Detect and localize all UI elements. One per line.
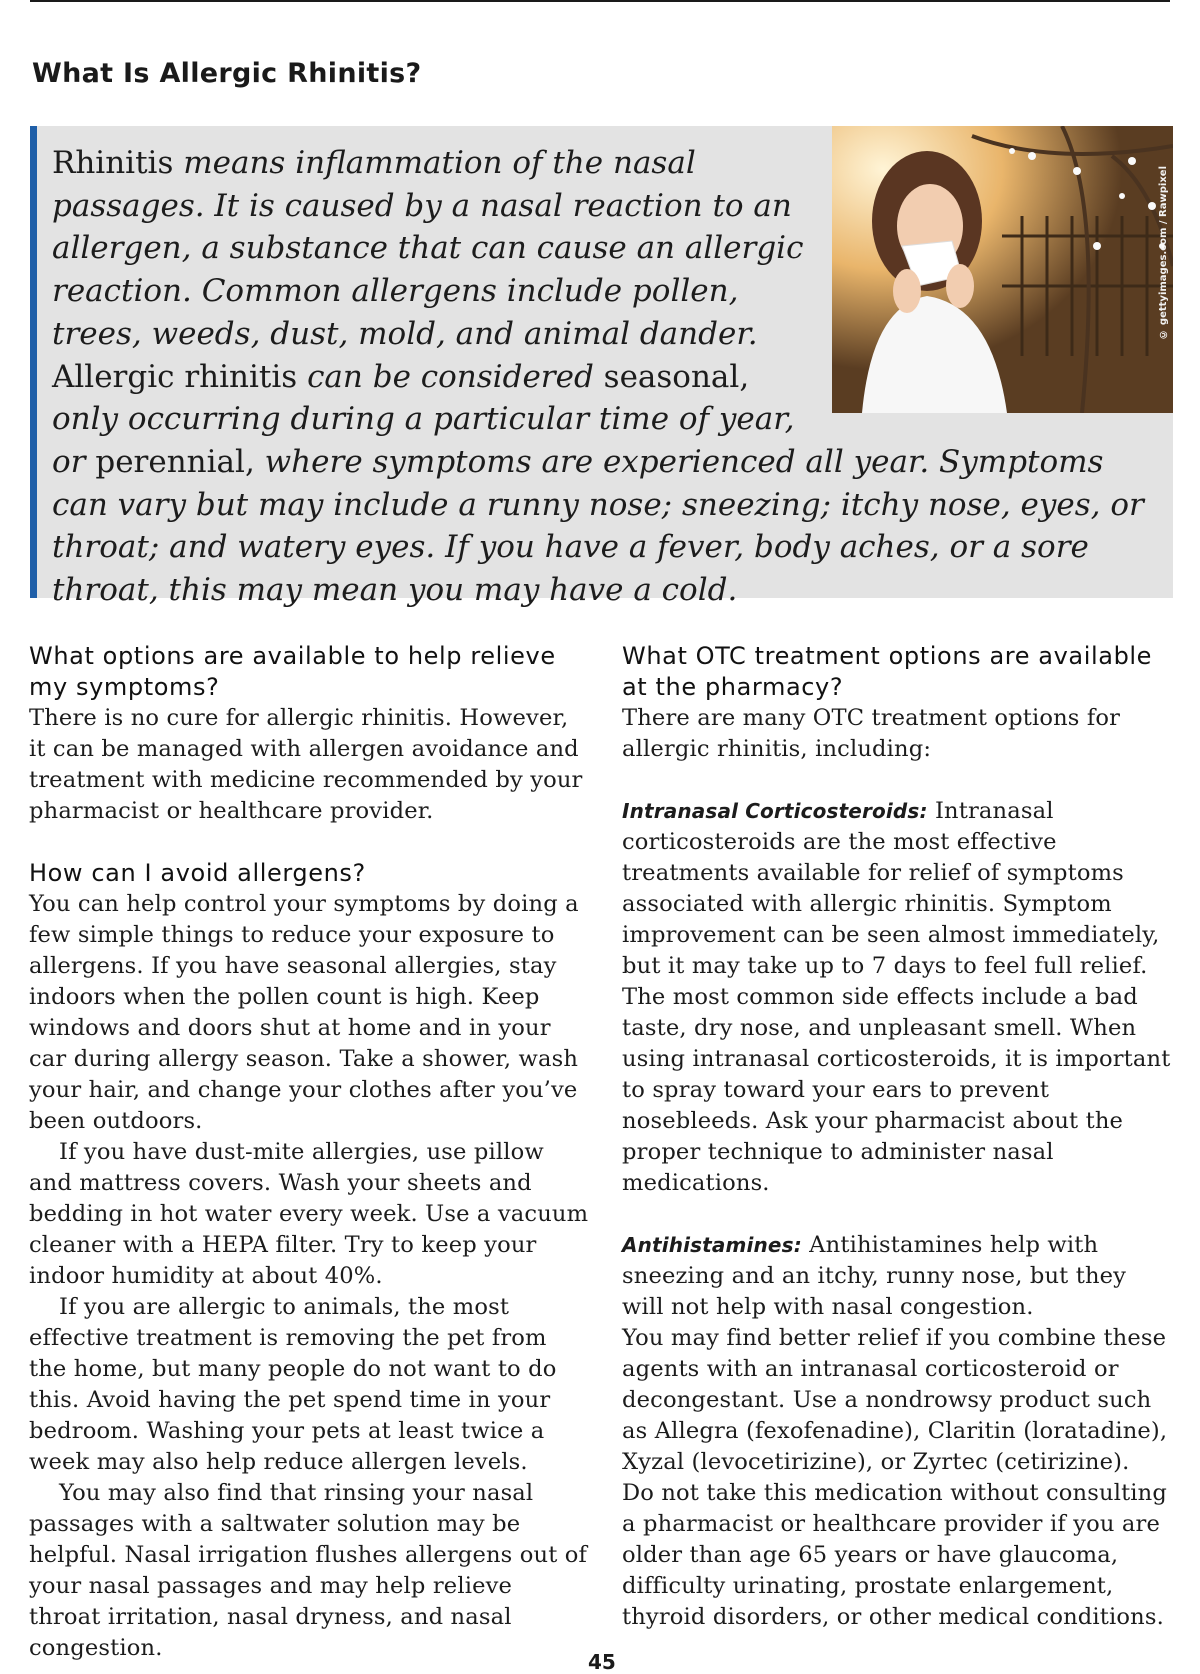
question-heading-otc: What OTC treatment options are available at the pharmacy? — [622, 642, 1153, 701]
spacer — [29, 827, 589, 858]
run-in-label-corticosteroids: Intranasal Corticosteroids: — [622, 799, 928, 823]
spacer — [622, 1199, 1174, 1230]
right-column — [622, 641, 1174, 1633]
paragraph-antihistamine-warning: Do not take this medication without consulting a pharmacist or healthcare provider if you are older than age 65 years or have glaucoma, difficulty urinating, prostate enlargement, thyroid disorders, or other medical conditions. — [622, 1480, 1168, 1630]
paragraph-antihistamine-combos: You may find better relief if you combine these agents with an intranasal corticosteroid or decongestant. Use a nondrowsy product such as Allegra (fexofenadine), Claritin (loratadine), Xyzal (levocetirizine), or Zyrtec (cetirizine). — [622, 1325, 1168, 1475]
spacer — [622, 765, 1174, 796]
top-rule — [30, 0, 1170, 2]
term-perennial: perennial, — [95, 443, 255, 480]
paragraph-antihistamines — [622, 1230, 1174, 1323]
page-number: 45 — [588, 1650, 616, 1674]
callout-text-part: can be considered — [297, 358, 604, 395]
otc-intro: There are many OTC treatment options for allergic rhinitis, including: — [622, 705, 1121, 762]
paragraph-nasal-rinse: You may also find that rinsing your nasal passages with a saltwater solution may be helpful. Nasal irrigation flushes allergens out of your nasal passages and may help relieve throat irritation, nasal dryness, and nasal congestion. — [29, 1480, 588, 1661]
term-allergic-rhinitis: Allergic rhinitis — [52, 358, 298, 395]
callout-text-part: means inflammation of the nasal passages. It is caused by a nasal reaction to an allergen, a substance that can cause an allergic reaction. Common allergens include pollen, trees, weeds, dust, mold, and animal dander. — [52, 145, 804, 352]
callout-accent-bar — [30, 126, 37, 598]
corticosteroids-text: Intranasal corticosteroids are the most effective treatments available for relief of symptoms associated with allergic rhinitis. Symptom improvement can be seen almost immediately, but it may take up to 7 days to feel full relief. The most common side effects include a bad taste, dry nose, and unpleasant smell. When using intranasal corticosteroids, it is important to spray toward your ears to prevent nosebleeds. Ask your pharmacist about the proper technique to administer nasal medications. — [622, 798, 1171, 1196]
question-heading-avoid: How can I avoid allergens? — [29, 859, 366, 887]
paragraph-intranasal-corticosteroids — [622, 796, 1174, 1199]
callout-text-part: where symptoms are experienced all year. Symptoms can vary but may include a runny nose; sneezing; itchy nose, eyes, or throat; and watery eyes. If you have a fever, body aches, or a sore throat, this may mean you may have a cold. — [52, 443, 1144, 609]
question-heading-options: What options are available to help relieve my symptoms? — [29, 642, 556, 701]
antihistamines-text: Antihistamines help with sneezing and an itchy, runny nose, but they will not help with nasal congestion. — [622, 1232, 1127, 1320]
callout-text-part: only occurring during a particular time of year, or — [52, 401, 795, 480]
photo-wrap-space — [814, 142, 1162, 404]
paragraph-dust-mite: If you have dust-mite allergies, use pillow and mattress covers. Wash your sheets and bedding in hot water every week. Use a vacuum cleaner with a HEPA filter. Try to keep your indoor humidity at about 40%. — [29, 1139, 589, 1289]
paragraph-animals: If you are allergic to animals, the most effective treatment is removing the pet from the home, but many people do not want to do this. Avoid having the pet spend time in your bedroom. Washing your pets at least twice a week may also help reduce allergen levels. — [29, 1294, 557, 1475]
callout-definition-text — [52, 142, 1162, 612]
definition-callout — [30, 126, 1173, 609]
run-in-label-antihistamines: Antihistamines: — [622, 1233, 802, 1257]
paragraph-seasonal: You can help control your symptoms by doing a few simple things to reduce your exposure to allergens. If you have seasonal allergies, stay indoors when the pollen count is high. Keep windows and doors shut at home and in your car during allergy season. Take a shower, wash your hair, and change your clothes after you’ve been outdoors. — [29, 891, 579, 1134]
answer-options: There is no cure for allergic rhinitis. However, it can be managed with allergen avoidance and treatment with medicine recommended by your pharmacist or healthcare provider. — [29, 705, 583, 824]
left-column — [29, 641, 589, 1664]
photo-credit: © gettyimages.com / Rawpixel — [1158, 166, 1169, 340]
page-title: What Is Allergic Rhinitis? — [32, 58, 422, 89]
term-seasonal: seasonal, — [603, 358, 750, 395]
term-rhinitis: Rhinitis — [52, 145, 174, 181]
